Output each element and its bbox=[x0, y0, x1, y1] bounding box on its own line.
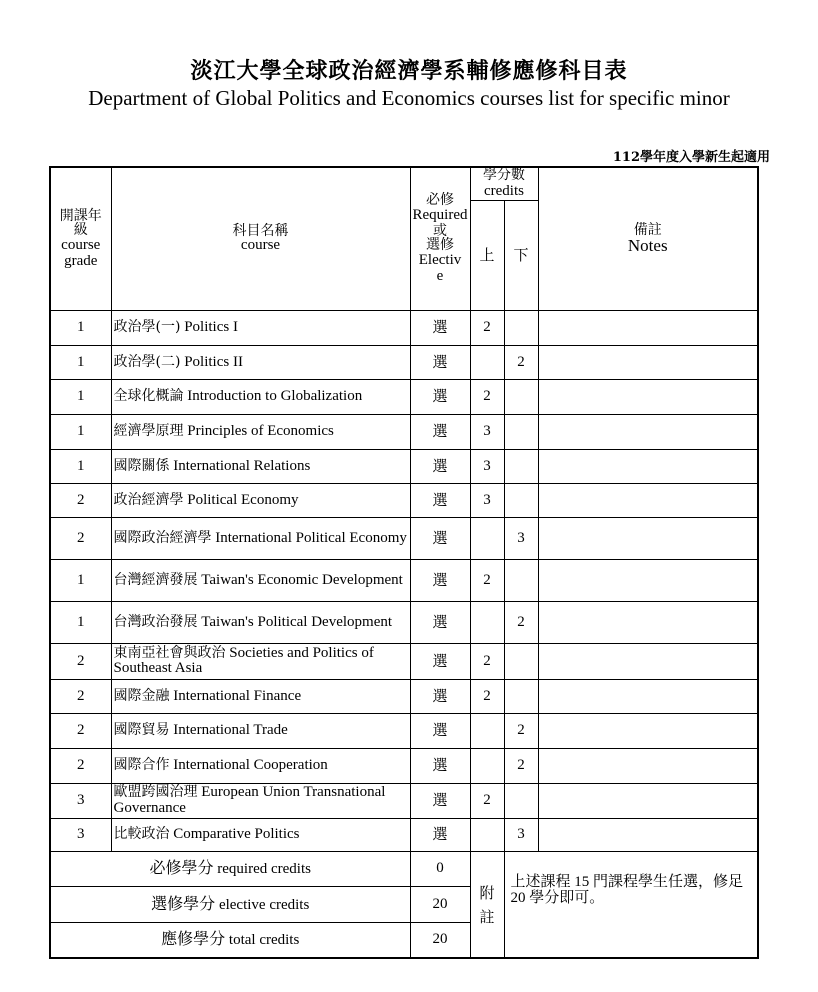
attachment-label-text: 附註 bbox=[479, 883, 495, 926]
page-title-zh: 淡江大學全球政治經濟學系輔修應修科目表 bbox=[190, 58, 628, 84]
course-notes bbox=[538, 748, 758, 783]
attachment-note bbox=[504, 851, 758, 958]
course-grade: 1 bbox=[50, 310, 111, 345]
course-type: 選 bbox=[410, 818, 470, 851]
course-type: 選 bbox=[410, 679, 470, 713]
course-credits-lower bbox=[504, 643, 538, 679]
course-name bbox=[111, 310, 410, 345]
course-grade: 1 bbox=[50, 449, 111, 483]
course-name-zh: 國際政治經濟學 bbox=[113, 529, 212, 546]
header-notes-en: Notes bbox=[627, 236, 668, 256]
table-row bbox=[50, 713, 758, 748]
course-name-en: Introduction to Globalization bbox=[187, 388, 363, 405]
header-course-zh: 科目名稱 bbox=[232, 222, 289, 239]
course-notes bbox=[538, 310, 758, 345]
course-name-en: International Finance bbox=[173, 687, 302, 704]
table-row bbox=[50, 679, 758, 713]
header-notes bbox=[538, 167, 758, 310]
summary-label-en: elective credits bbox=[218, 896, 310, 913]
course-credits-lower bbox=[504, 679, 538, 713]
page-title-en: Department of Global Politics and Economics courses list for specific minor bbox=[88, 86, 730, 110]
header-upper: 上 bbox=[470, 200, 504, 310]
summary-label-en: required credits bbox=[217, 861, 311, 878]
course-name-zh: 台灣經濟發展 bbox=[113, 571, 198, 588]
course-grade: 1 bbox=[50, 559, 111, 601]
course-name-en: Politics II bbox=[184, 353, 243, 370]
course-credits-lower: 2 bbox=[504, 601, 538, 643]
header-req-en: Required bbox=[412, 206, 468, 223]
course-grade: 2 bbox=[50, 517, 111, 559]
course-credits-upper: 2 bbox=[470, 310, 504, 345]
course-credits-upper bbox=[470, 517, 504, 559]
summary-label-zh: 選修學分 bbox=[151, 893, 216, 913]
course-credits-lower: 3 bbox=[504, 818, 538, 851]
course-credits-upper: 2 bbox=[470, 643, 504, 679]
summary-value: 20 bbox=[410, 922, 470, 958]
course-grade: 1 bbox=[50, 345, 111, 379]
course-name-zh: 政治經濟學 bbox=[113, 491, 184, 508]
course-type: 選 bbox=[410, 517, 470, 559]
header-lower: 下 bbox=[504, 200, 538, 310]
summary-label-zh: 應修學分 bbox=[161, 929, 226, 949]
course-name bbox=[111, 783, 410, 818]
summary-label bbox=[50, 886, 410, 922]
course-name bbox=[111, 713, 410, 748]
course-name-en: European Union Transnational Governance bbox=[113, 784, 386, 816]
table-row bbox=[50, 449, 758, 483]
course-credits-lower bbox=[504, 449, 538, 483]
course-type: 選 bbox=[410, 783, 470, 818]
course-name-en: International Political Economy bbox=[215, 529, 407, 546]
course-grade: 3 bbox=[50, 783, 111, 818]
course-grade: 1 bbox=[50, 601, 111, 643]
course-credits-upper bbox=[470, 748, 504, 783]
header-course bbox=[111, 167, 410, 310]
course-name-zh: 政治學(一) bbox=[113, 319, 181, 336]
course-name-en: International Relations bbox=[173, 457, 311, 474]
course-notes bbox=[538, 559, 758, 601]
course-name-zh: 國際合作 bbox=[113, 757, 170, 774]
course-notes bbox=[538, 679, 758, 713]
course-type: 選 bbox=[410, 345, 470, 379]
course-name-zh: 國際貿易 bbox=[113, 722, 170, 739]
summary-label bbox=[50, 851, 410, 886]
course-grade: 3 bbox=[50, 818, 111, 851]
header-credits-zh: 學分數 bbox=[483, 167, 525, 183]
header-elec-en: Elective bbox=[418, 252, 462, 284]
course-name-zh: 政治學(二) bbox=[113, 353, 181, 370]
course-type: 選 bbox=[410, 601, 470, 643]
course-notes bbox=[538, 601, 758, 643]
course-credits-lower: 2 bbox=[504, 345, 538, 379]
course-notes bbox=[538, 643, 758, 679]
course-name-en: Principles of Economics bbox=[187, 423, 334, 440]
header-course-en: course bbox=[240, 237, 281, 254]
course-type: 選 bbox=[410, 379, 470, 414]
course-grade: 2 bbox=[50, 483, 111, 517]
course-credits-lower bbox=[504, 559, 538, 601]
header-grade-en: course grade bbox=[61, 236, 101, 269]
header-grade-zh: 開課年級 bbox=[59, 207, 102, 239]
course-notes bbox=[538, 517, 758, 559]
course-credits-upper bbox=[470, 345, 504, 379]
course-grade: 1 bbox=[50, 414, 111, 449]
course-notes bbox=[538, 379, 758, 414]
course-name-zh: 國際關係 bbox=[113, 457, 170, 474]
header-req-zh: 必修 bbox=[426, 192, 454, 209]
course-credits-upper: 2 bbox=[470, 559, 504, 601]
table-row bbox=[50, 379, 758, 414]
course-name-zh: 台灣政治發展 bbox=[113, 613, 198, 630]
summary-label-en: total credits bbox=[228, 932, 300, 949]
attachment-note-text: 上述課程 15 門課程學生任選，修足 20 學分即可。 bbox=[510, 873, 744, 906]
course-name-en: Taiwan's Economic Development bbox=[201, 571, 403, 588]
course-name bbox=[111, 483, 410, 517]
summary-value: 20 bbox=[410, 886, 470, 922]
course-credits-lower: 3 bbox=[504, 517, 538, 559]
course-name-zh: 全球化概論 bbox=[113, 388, 184, 405]
course-credits-upper: 3 bbox=[470, 449, 504, 483]
course-name bbox=[111, 601, 410, 643]
course-grade: 2 bbox=[50, 748, 111, 783]
course-notes bbox=[538, 818, 758, 851]
course-name-en: International Cooperation bbox=[173, 757, 328, 774]
course-credits-upper: 2 bbox=[470, 679, 504, 713]
course-credits-lower bbox=[504, 783, 538, 818]
course-name bbox=[111, 449, 410, 483]
course-credits-lower bbox=[504, 379, 538, 414]
attachment-label bbox=[470, 851, 504, 958]
course-name bbox=[111, 643, 410, 679]
course-name-en: Politics I bbox=[184, 319, 238, 336]
table-row bbox=[50, 748, 758, 783]
table-row bbox=[50, 345, 758, 379]
course-name-en: Taiwan's Political Development bbox=[201, 613, 393, 630]
table-row bbox=[50, 517, 758, 559]
course-credits-lower bbox=[504, 414, 538, 449]
course-grade: 2 bbox=[50, 643, 111, 679]
course-name-zh: 比較政治 bbox=[113, 826, 170, 843]
table-row bbox=[50, 310, 758, 345]
course-type: 選 bbox=[410, 483, 470, 517]
course-credits-upper: 3 bbox=[470, 414, 504, 449]
table-row bbox=[50, 483, 758, 517]
course-type: 選 bbox=[410, 559, 470, 601]
course-type: 選 bbox=[410, 414, 470, 449]
course-name bbox=[111, 748, 410, 783]
course-name bbox=[111, 414, 410, 449]
course-type: 選 bbox=[410, 713, 470, 748]
applicability-note: 112學年度入學新生起適用 bbox=[612, 150, 770, 165]
header-elec-zh: 選修 bbox=[426, 237, 454, 254]
course-name-en: Comparative Politics bbox=[173, 826, 300, 843]
course-type: 選 bbox=[410, 449, 470, 483]
table-row bbox=[50, 414, 758, 449]
course-credits-lower: 2 bbox=[504, 748, 538, 783]
header-notes-zh: 備註 bbox=[633, 221, 662, 238]
course-credits-lower: 2 bbox=[504, 713, 538, 748]
table-row bbox=[50, 643, 758, 679]
course-type: 選 bbox=[410, 310, 470, 345]
course-notes bbox=[538, 483, 758, 517]
course-name bbox=[111, 679, 410, 713]
course-notes bbox=[538, 414, 758, 449]
course-credits-upper bbox=[470, 713, 504, 748]
course-name bbox=[111, 517, 410, 559]
course-name bbox=[111, 379, 410, 414]
course-name-zh: 經濟學原理 bbox=[113, 423, 184, 440]
course-type: 選 bbox=[410, 643, 470, 679]
course-grade: 2 bbox=[50, 713, 111, 748]
summary-label bbox=[50, 922, 410, 958]
course-credits-lower bbox=[504, 310, 538, 345]
course-name-zh: 歐盟跨國治理 bbox=[113, 784, 198, 801]
course-name bbox=[111, 818, 410, 851]
course-credits-lower bbox=[504, 483, 538, 517]
course-notes bbox=[538, 449, 758, 483]
header-grade bbox=[50, 167, 111, 310]
summary-label-zh: 必修學分 bbox=[149, 858, 214, 878]
course-notes bbox=[538, 345, 758, 379]
course-type: 選 bbox=[410, 748, 470, 783]
course-name-zh: 國際金融 bbox=[113, 687, 170, 704]
table-row bbox=[50, 559, 758, 601]
summary-row bbox=[50, 851, 758, 886]
course-name-en: Political Economy bbox=[187, 491, 299, 508]
summary-value: 0 bbox=[410, 851, 470, 886]
course-notes bbox=[538, 783, 758, 818]
header-credits-en: credits bbox=[484, 183, 524, 200]
course-grade: 2 bbox=[50, 679, 111, 713]
course-credits-upper: 2 bbox=[470, 379, 504, 414]
course-notes bbox=[538, 713, 758, 748]
course-name-zh: 東南亞社會與政治 bbox=[113, 644, 226, 661]
header-credits bbox=[470, 167, 538, 200]
table-row bbox=[50, 601, 758, 643]
course-name bbox=[111, 345, 410, 379]
course-name-en: International Trade bbox=[173, 722, 288, 739]
courses-table bbox=[49, 166, 759, 959]
header-type bbox=[410, 167, 470, 310]
course-credits-upper: 2 bbox=[470, 783, 504, 818]
course-grade: 1 bbox=[50, 379, 111, 414]
header-or-zh: 或 bbox=[433, 222, 447, 239]
course-name bbox=[111, 559, 410, 601]
course-credits-upper: 3 bbox=[470, 483, 504, 517]
course-credits-upper bbox=[470, 818, 504, 851]
table-row bbox=[50, 783, 758, 818]
header-row bbox=[50, 167, 758, 200]
course-name-en: Societies and Politics of Southeast Asia bbox=[113, 644, 374, 677]
table-row bbox=[50, 818, 758, 851]
course-credits-upper bbox=[470, 601, 504, 643]
